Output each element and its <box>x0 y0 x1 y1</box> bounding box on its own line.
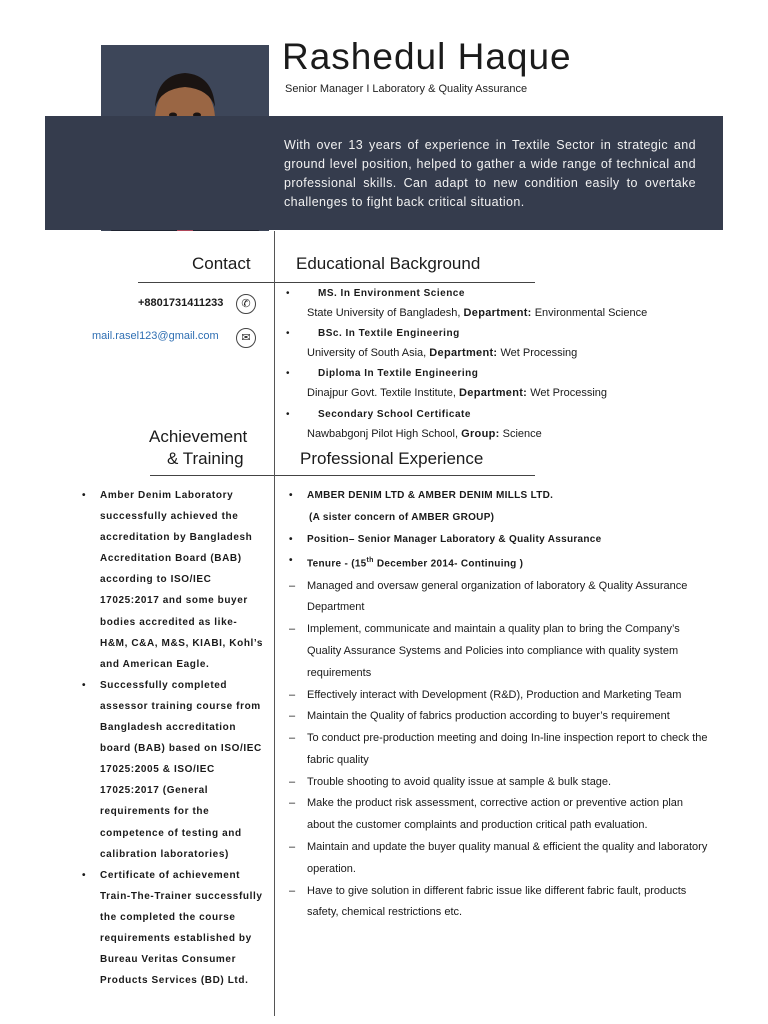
duty-item: – Trouble shooting to avoid quality issue at sample & bulk stage. <box>289 772 709 794</box>
duty-item: – To conduct pre-production meeting and doing In-line inspection report to check the fabric quality <box>289 728 709 772</box>
duty-item: – Have to give solution in different fabric issue like different fabric fault, products safety, chemical restrictions etc. <box>289 881 709 925</box>
phone-number[interactable]: +8801731411233 <box>138 297 224 309</box>
edu-degree: MS. In Environment Science <box>318 288 465 299</box>
envelope-icon: ✉ <box>236 328 256 348</box>
contact-rule <box>138 282 274 283</box>
phone-icon: ✆ <box>236 294 256 314</box>
education-rule <box>275 282 535 283</box>
duty-item: – Make the product risk assessment, corrective action or preventive action plan about the customer complaints and production critical path evaluation. <box>289 793 709 837</box>
position-line: • Position– Senior Manager Laboratory & Quality Assurance <box>289 529 709 551</box>
list-item: • Successfully completed assessor training course from Bangladesh accreditation board (BAB) based on ISO/IEC 17025:2005 & ISO/IEC 17025:2017 (General requirements for the competence of testing and calibration laboratories) <box>82 675 264 865</box>
edu-degree: BSc. In Textile Engineering <box>318 328 460 339</box>
achievement-heading: Achievement <box>149 427 248 446</box>
experience-rule <box>275 475 535 476</box>
contact-heading: Contact <box>192 254 251 273</box>
column-divider <box>274 231 275 1016</box>
edu-detail: Dinajpur Govt. Textile Institute, Department: Wet Processing <box>307 387 608 399</box>
bullet: • <box>286 328 290 339</box>
education-heading: Educational Background <box>296 254 481 273</box>
duty-item: – Implement, communicate and maintain a quality plan to bring the Company’s Quality Assurance Systems and Policies into compliance with quality system requirements <box>289 619 709 684</box>
edu-degree: Secondary School Certificate <box>318 409 471 420</box>
email-link[interactable]: mail.rasel123@gmail.com <box>92 330 219 342</box>
tenure-line: • Tenure - (15th December 2014- Continuing ) <box>289 550 709 575</box>
professional-summary: With over 13 years of experience in Textile Sector in strategic and ground level position, helped to gather a wide range of technical and professional skills. Can adapt to new condition easily to overtake challenges to fight back critical situation. <box>284 138 696 209</box>
duty-item: – Maintain the Quality of fabrics production according to buyer’s requirement <box>289 706 709 728</box>
company-name: • AMBER DENIM LTD & AMBER DENIM MILLS LTD. <box>289 485 709 507</box>
training-heading: & Training <box>167 449 244 468</box>
list-item: • Certificate of achievement Train-The-Trainer successfully the completed the course requirements established by Bureau Veritas Consumer Products Services (BD) Ltd. <box>82 865 264 992</box>
achievement-list <box>82 485 264 991</box>
duty-item: – Effectively interact with Development (R&D), Production and Marketing Team <box>289 685 709 707</box>
achievement-rule <box>150 475 274 476</box>
list-item: • Amber Denim Laboratory successfully achieved the accreditation by Bangladesh Accreditation Board (BAB) according to ISO/IEC 17025:2017 and some buyer bodies accredited as like- H&M, C&A, M&S, KIABI, Kohl’s and American Eagle. <box>82 485 264 675</box>
edu-detail: University of South Asia, Department: Wet Processing <box>307 347 578 359</box>
job-title: Senior Manager I Laboratory & Quality Assurance <box>285 83 528 95</box>
bullet: • <box>286 288 290 299</box>
bullet: • <box>286 409 290 420</box>
experience-heading: Professional Experience <box>300 449 484 468</box>
edu-degree: Diploma In Textile Engineering <box>318 368 479 379</box>
experience-list <box>289 485 709 924</box>
candidate-name: Rashedul Haque <box>282 36 572 77</box>
bullet: • <box>286 368 290 379</box>
edu-detail: Nawbabgonj Pilot High School, Group: Science <box>307 428 542 440</box>
duty-item: – Maintain and update the buyer quality manual & efficient the quality and laboratory operation. <box>289 837 709 881</box>
company-note: (A sister concern of AMBER GROUP) <box>309 511 495 523</box>
duty-item: – Managed and oversaw general organization of laboratory & Quality Assurance Department <box>289 576 709 620</box>
edu-detail: State University of Bangladesh, Department: Environmental Science <box>307 307 648 319</box>
